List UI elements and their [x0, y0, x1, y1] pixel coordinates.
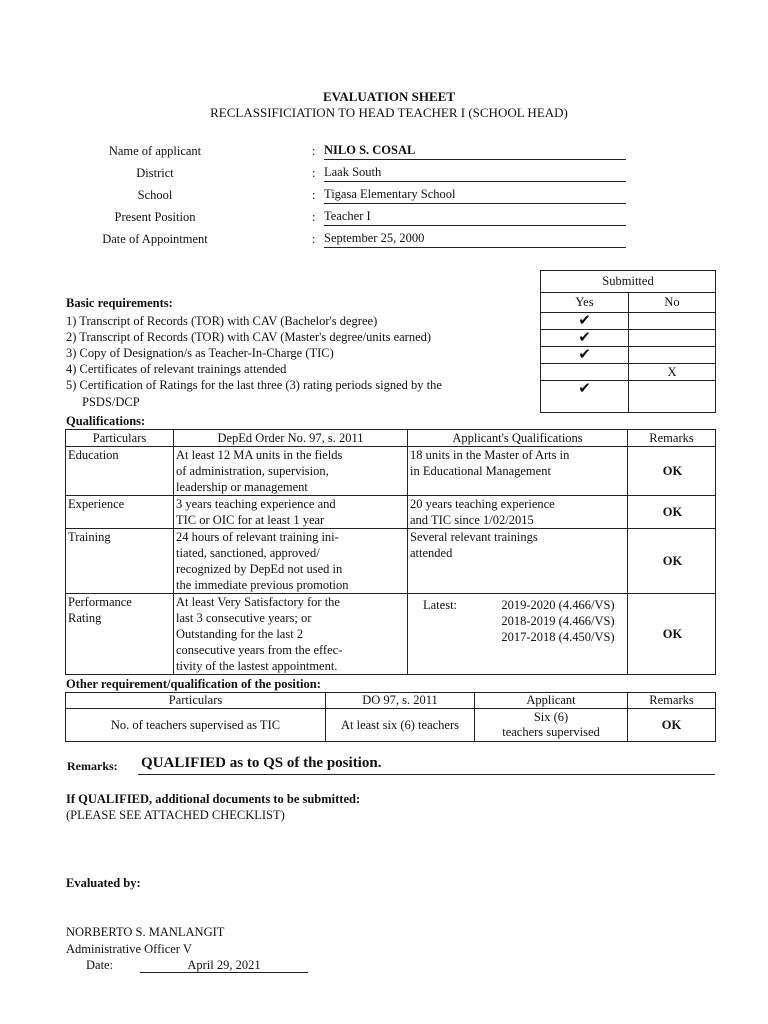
additional-docs-heading: If QUALIFIED, additional documents to be submitted:: [66, 792, 361, 806]
applicant-cell: [475, 709, 628, 742]
table-row-experience: [66, 496, 716, 529]
cell-line: Several relevant trainings: [410, 530, 538, 544]
req5-no-cell: [629, 381, 716, 413]
evaluator-name: NORBERTO S. MANLANGIT: [66, 925, 225, 939]
cell-line: TIC or OIC for at least 1 year: [176, 513, 325, 527]
cell-line: teachers supervised: [502, 725, 600, 739]
additional-docs-note: (PLEASE SEE ATTACHED CHECKLIST): [66, 808, 285, 822]
cell-line: tiated, sanctioned, approved/: [176, 546, 320, 560]
col-header-do: DO 97, s. 2011: [326, 693, 475, 709]
cell-line: 3 years teaching experience and: [176, 497, 336, 511]
school-value: Tigasa Elementary School: [324, 187, 626, 204]
req4-yes-cell: [541, 364, 629, 381]
remarks-cell: OK: [628, 529, 716, 594]
submitted-table: [540, 270, 716, 413]
applicant-name-value: NILO S. COSAL: [324, 143, 626, 160]
rating-line: [423, 613, 627, 629]
cell-line: recognized by DepEd not used in: [176, 562, 343, 576]
table-row-performance: [66, 594, 716, 675]
req1-yes-cell: [541, 313, 629, 330]
remarks-value: QUALIFIED as to QS of the position.: [141, 755, 382, 771]
table-row-training: [66, 529, 716, 594]
appointment-date-label: Date of Appointment: [102, 232, 208, 246]
qualifications-table: [65, 429, 716, 675]
school-label: School: [137, 188, 173, 202]
req2-yes-cell: [541, 330, 629, 347]
col-header-remarks: Remarks: [628, 693, 716, 709]
requirement-item-cont: PSDS/DCP: [82, 395, 140, 409]
applicant-cell: [408, 529, 628, 594]
rating-line: [423, 597, 627, 613]
cell-line: Rating: [68, 611, 102, 625]
requirement-item: 3) Copy of Designation/s as Teacher-In-Charge (TIC): [66, 346, 334, 360]
cell-line: in Educational Management: [410, 464, 551, 478]
check-icon: ✔: [578, 345, 591, 363]
particular-cell: [66, 447, 174, 496]
applicant-name-label: Name of applicant: [108, 144, 202, 158]
basic-requirements-heading: Basic requirements:: [66, 296, 173, 310]
cell-line: the immediate previous promotion: [176, 578, 349, 592]
cell-line: leadership or management: [176, 480, 308, 494]
remarks-underline: [138, 774, 715, 775]
col-header-applicant: Applicant: [475, 693, 628, 709]
requirement-item: 5) Certification of Ratings for the last three (3) rating periods signed by the: [66, 378, 442, 392]
colon: :: [312, 232, 316, 246]
colon: :: [312, 144, 316, 158]
position-value: Teacher I: [324, 209, 626, 226]
req2-no-cell: [629, 330, 716, 347]
cell-line: Experience: [68, 497, 125, 511]
other-requirement-heading: Other requirement/qualification of the position:: [66, 677, 321, 691]
applicant-cell: [408, 447, 628, 496]
req5-yes-cell: [541, 381, 629, 413]
date-underline: [140, 972, 308, 973]
rating-period: 2018-2019 (4.466/VS): [501, 614, 615, 628]
document-subtitle: RECLASSIFICIATION TO HEAD TEACHER I (SCHOOL HEAD): [210, 105, 568, 120]
cell-line: 20 years teaching experience: [410, 497, 555, 511]
evaluation-date: April 29, 2021: [187, 958, 261, 972]
cell-line: attended: [410, 546, 453, 560]
remarks-cell: OK: [628, 496, 716, 529]
col-header-remarks: Remarks: [628, 430, 716, 447]
cell-line: 24 hours of relevant training ini-: [176, 530, 339, 544]
requirement-item: 2) Transcript of Records (TOR) with CAV (Master's degree/units earned): [66, 330, 432, 344]
cell-line: last 3 consecutive years; or: [176, 611, 312, 625]
colon: :: [312, 166, 316, 180]
col-header-particulars: Particulars: [66, 693, 326, 709]
rating-period: 2019-2020 (4.466/VS): [501, 598, 615, 612]
district-label: District: [136, 166, 174, 180]
check-icon: ✔: [578, 379, 591, 397]
col-header-applicant: Applicant's Qualifications: [408, 430, 628, 447]
no-header: No: [629, 293, 716, 313]
req4-no-cell: [629, 364, 716, 381]
remarks-cell: OK: [628, 447, 716, 496]
x-mark: X: [667, 364, 677, 379]
table-row: [66, 709, 716, 742]
applicant-cell: [408, 496, 628, 529]
requirement-item: 1) Transcript of Records (TOR) with CAV (Bachelor's degree): [66, 314, 378, 328]
order-cell: [174, 594, 408, 675]
check-icon: ✔: [578, 328, 591, 346]
particular-cell: No. of teachers supervised as TIC: [66, 709, 326, 742]
check-icon: ✔: [578, 311, 591, 329]
req3-no-cell: [629, 347, 716, 364]
colon: :: [312, 188, 316, 202]
other-requirement-table: [65, 692, 716, 742]
cell-line: Education: [68, 448, 119, 462]
district-value: Laak South: [324, 165, 626, 182]
cell-line: and TIC since 1/02/2015: [410, 513, 534, 527]
col-header-particulars: Particulars: [66, 430, 174, 447]
remarks-cell: OK: [628, 594, 716, 675]
order-cell: [174, 447, 408, 496]
date-label: Date:: [86, 958, 114, 972]
table-header-row: [66, 430, 716, 447]
cell-line: Performance: [68, 595, 132, 609]
latest-label: Latest:: [423, 598, 458, 612]
order-cell: At least six (6) teachers: [326, 709, 475, 742]
col-header-deped-order: DepEd Order No. 97, s. 2011: [174, 430, 408, 447]
yes-header: Yes: [541, 293, 629, 313]
req3-yes-cell: [541, 347, 629, 364]
requirement-item: 4) Certificates of relevant trainings attended: [66, 362, 287, 376]
submitted-header: Submitted: [541, 271, 716, 293]
cell-line: Training: [68, 530, 111, 544]
table-row-education: [66, 447, 716, 496]
cell-line: Outstanding for the last 2: [176, 627, 304, 641]
document-title: EVALUATION SHEET: [322, 89, 456, 104]
table-header-row: [66, 693, 716, 709]
particular-cell: [66, 529, 174, 594]
cell-line: tivity of the lastest appointment.: [176, 659, 338, 673]
appointment-date-value: September 25, 2000: [324, 231, 626, 248]
order-cell: [174, 496, 408, 529]
cell-line: At least 12 MA units in the fields: [176, 448, 343, 462]
particular-cell: [66, 594, 174, 675]
cell-line: consecutive years from the effec-: [176, 643, 343, 657]
qualifications-heading: Qualifications:: [66, 414, 146, 428]
rating-line: [423, 629, 627, 645]
evaluator-position: Administrative Officer V: [66, 942, 192, 956]
rating-period: 2017-2018 (4.450/VS): [501, 630, 615, 644]
req1-no-cell: [629, 313, 716, 330]
cell-line: Six (6): [533, 710, 569, 724]
applicant-cell: [408, 594, 628, 675]
position-label: Present Position: [114, 210, 196, 224]
remarks-label: Remarks:: [67, 759, 118, 773]
cell-line: At least Very Satisfactory for the: [176, 595, 340, 609]
cell-line: 18 units in the Master of Arts in: [410, 448, 570, 462]
evaluated-by-label: Evaluated by:: [66, 876, 141, 890]
order-cell: [174, 529, 408, 594]
particular-cell: [66, 496, 174, 529]
colon: :: [312, 210, 316, 224]
cell-line: of administration, supervision,: [176, 464, 329, 478]
remarks-cell: OK: [628, 709, 716, 742]
